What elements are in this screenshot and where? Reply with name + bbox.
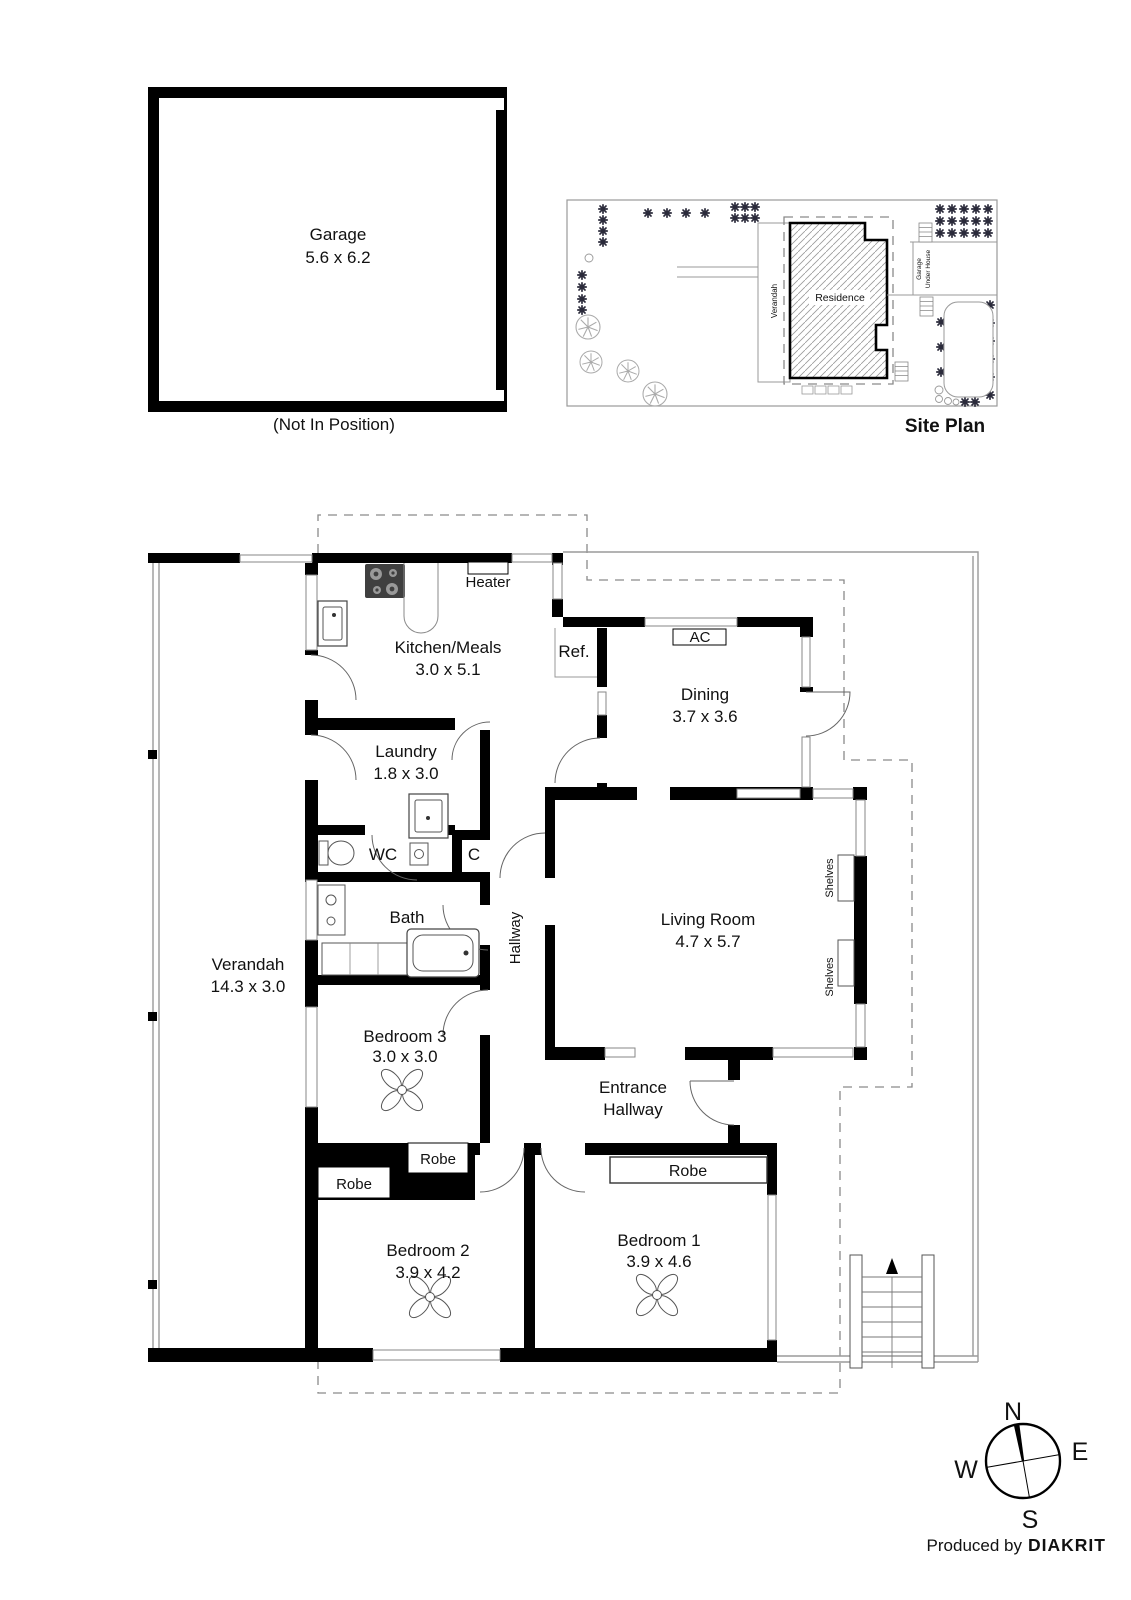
site-plan — [567, 200, 997, 437]
bed2-dims: 3.9 x 4.2 — [395, 1263, 461, 1282]
garden-flower-icon — [972, 229, 980, 237]
garden-flower-icon — [936, 229, 944, 237]
garden-flower-icon — [682, 209, 690, 217]
entrance-label-line2: Hallway — [603, 1100, 663, 1119]
credit-line — [927, 1535, 1106, 1555]
bath-tiles — [322, 943, 407, 975]
site-driveway — [944, 302, 993, 397]
floor-plan — [148, 515, 978, 1393]
shelves-lower — [838, 940, 854, 986]
laundry-trough-icon — [409, 794, 448, 838]
wc-basin-icon — [410, 843, 428, 865]
kitchen-sink-icon — [318, 601, 347, 646]
garden-flower-icon — [961, 398, 969, 406]
garden-flower-icon — [731, 214, 739, 222]
garden-flower-icon — [599, 227, 607, 235]
garden-flower-icon — [948, 217, 956, 225]
site-verandah-label: Verandah — [770, 283, 779, 319]
garage-wall-notch-top — [490, 98, 504, 110]
garage-plan — [148, 87, 507, 434]
garden-flower-icon — [578, 295, 586, 303]
stairs-icon — [850, 1255, 934, 1368]
laundry-dims: 1.8 x 3.0 — [373, 764, 439, 783]
site-stairs-residence-icon — [895, 362, 908, 381]
fridge-label: Ref. — [558, 642, 590, 661]
stove-icon — [365, 564, 405, 598]
site-plan-title: Site Plan — [904, 416, 986, 437]
verandah-edge — [153, 553, 159, 1348]
ac-label: AC — [689, 629, 711, 646]
bed1-label: Bedroom 1 — [617, 1231, 701, 1250]
robe-bed2a-label: Robe — [420, 1151, 456, 1168]
kitchen-dims: 3.0 x 5.1 — [415, 660, 481, 679]
toilet-icon — [319, 841, 354, 865]
bath-label: Bath — [389, 908, 425, 927]
cupboard-label: C — [467, 845, 481, 864]
robe-bed2b-label: Robe — [336, 1176, 372, 1193]
garage-wall-notch-bottom — [490, 390, 504, 401]
garden-flower-icon — [731, 203, 739, 211]
compass-n: N — [1003, 1398, 1023, 1426]
garden-flower-icon — [984, 229, 992, 237]
dining-label: Dining — [680, 685, 730, 704]
garden-flower-icon — [751, 203, 759, 211]
bed3-label: Bedroom 3 — [363, 1027, 447, 1046]
garden-flower-icon — [972, 205, 980, 213]
kitchen-counter — [404, 563, 438, 633]
garden-flower-icon — [578, 271, 586, 279]
bed1-dims: 3.9 x 4.6 — [626, 1252, 692, 1271]
site-stairs-mid-icon — [920, 297, 933, 316]
entrance-label-line1: Entrance — [598, 1078, 668, 1097]
garden-flower-icon — [599, 216, 607, 224]
compass-needle-icon — [1014, 1424, 1026, 1461]
verandah-dims: 14.3 x 3.0 — [210, 977, 286, 996]
garden-flower-icon — [701, 209, 709, 217]
garden-flower-icon — [984, 205, 992, 213]
living-dims: 4.7 x 5.7 — [675, 932, 741, 951]
garden-flower-icon — [751, 214, 759, 222]
garden-flower-icon — [599, 205, 607, 213]
shelves-lower-label: Shelves — [824, 957, 836, 997]
garage-label: Garage — [309, 225, 367, 244]
living-label: Living Room — [660, 910, 756, 929]
garden-flower-icon — [972, 217, 980, 225]
compass-lines — [980, 1418, 1066, 1504]
garden-flower-icon — [984, 217, 992, 225]
garden-flower-icon — [960, 217, 968, 225]
garden-flower-icon — [599, 238, 607, 246]
garden-flower-icon — [960, 205, 968, 213]
site-residence-label: Residence — [815, 292, 865, 304]
garden-flower-icon — [741, 203, 749, 211]
compass-e: E — [1071, 1438, 1089, 1466]
kitchen-label: Kitchen/Meals — [394, 638, 502, 657]
compass-s: S — [1021, 1506, 1039, 1534]
hallway-label: Hallway — [507, 911, 524, 965]
bed3-dims: 3.0 x 3.0 — [372, 1047, 438, 1066]
laundry-label: Laundry — [375, 742, 437, 761]
compass-rose — [954, 1398, 1088, 1534]
robe-bed1-label: Robe — [668, 1163, 708, 1180]
garage-dims: 5.6 x 6.2 — [305, 248, 371, 267]
garden-flower-icon — [936, 217, 944, 225]
bed2-label: Bedroom 2 — [386, 1241, 470, 1260]
credit-prefix: Produced by — [926, 1536, 1022, 1555]
credit-brand: DIAKRIT — [1028, 1535, 1106, 1555]
site-guh-line1: Garage — [916, 258, 923, 280]
site-guh-line2: Under House — [925, 249, 932, 289]
wc-label: WC — [368, 845, 398, 864]
shelves-upper-label: Shelves — [824, 858, 836, 898]
garage-note: (Not In Position) — [273, 415, 395, 434]
garden-flower-icon — [960, 229, 968, 237]
heater-label: Heater — [465, 574, 511, 591]
shelves-upper — [838, 855, 854, 901]
garden-flower-icon — [936, 205, 944, 213]
bathtub-icon — [407, 929, 479, 977]
compass-w: W — [954, 1456, 978, 1484]
garden-flower-icon — [663, 209, 671, 217]
ceiling-fan-bed3-icon — [378, 1066, 426, 1114]
garden-flower-icon — [741, 214, 749, 222]
ceiling-fan-bed1-icon — [633, 1271, 681, 1319]
garden-flower-icon — [948, 229, 956, 237]
dining-dims: 3.7 x 3.6 — [672, 707, 738, 726]
bath-vanity-icon — [318, 885, 345, 935]
garden-flower-icon — [948, 205, 956, 213]
stairs-up-arrow-icon — [886, 1258, 898, 1274]
garden-flower-icon — [644, 209, 652, 217]
heater-box — [468, 562, 508, 574]
verandah-label: Verandah — [211, 955, 285, 974]
garden-flower-icon — [578, 306, 586, 314]
site-stairs-top-icon — [919, 223, 932, 242]
garden-flower-icon — [578, 283, 586, 291]
garden-flower-icon — [971, 398, 979, 406]
